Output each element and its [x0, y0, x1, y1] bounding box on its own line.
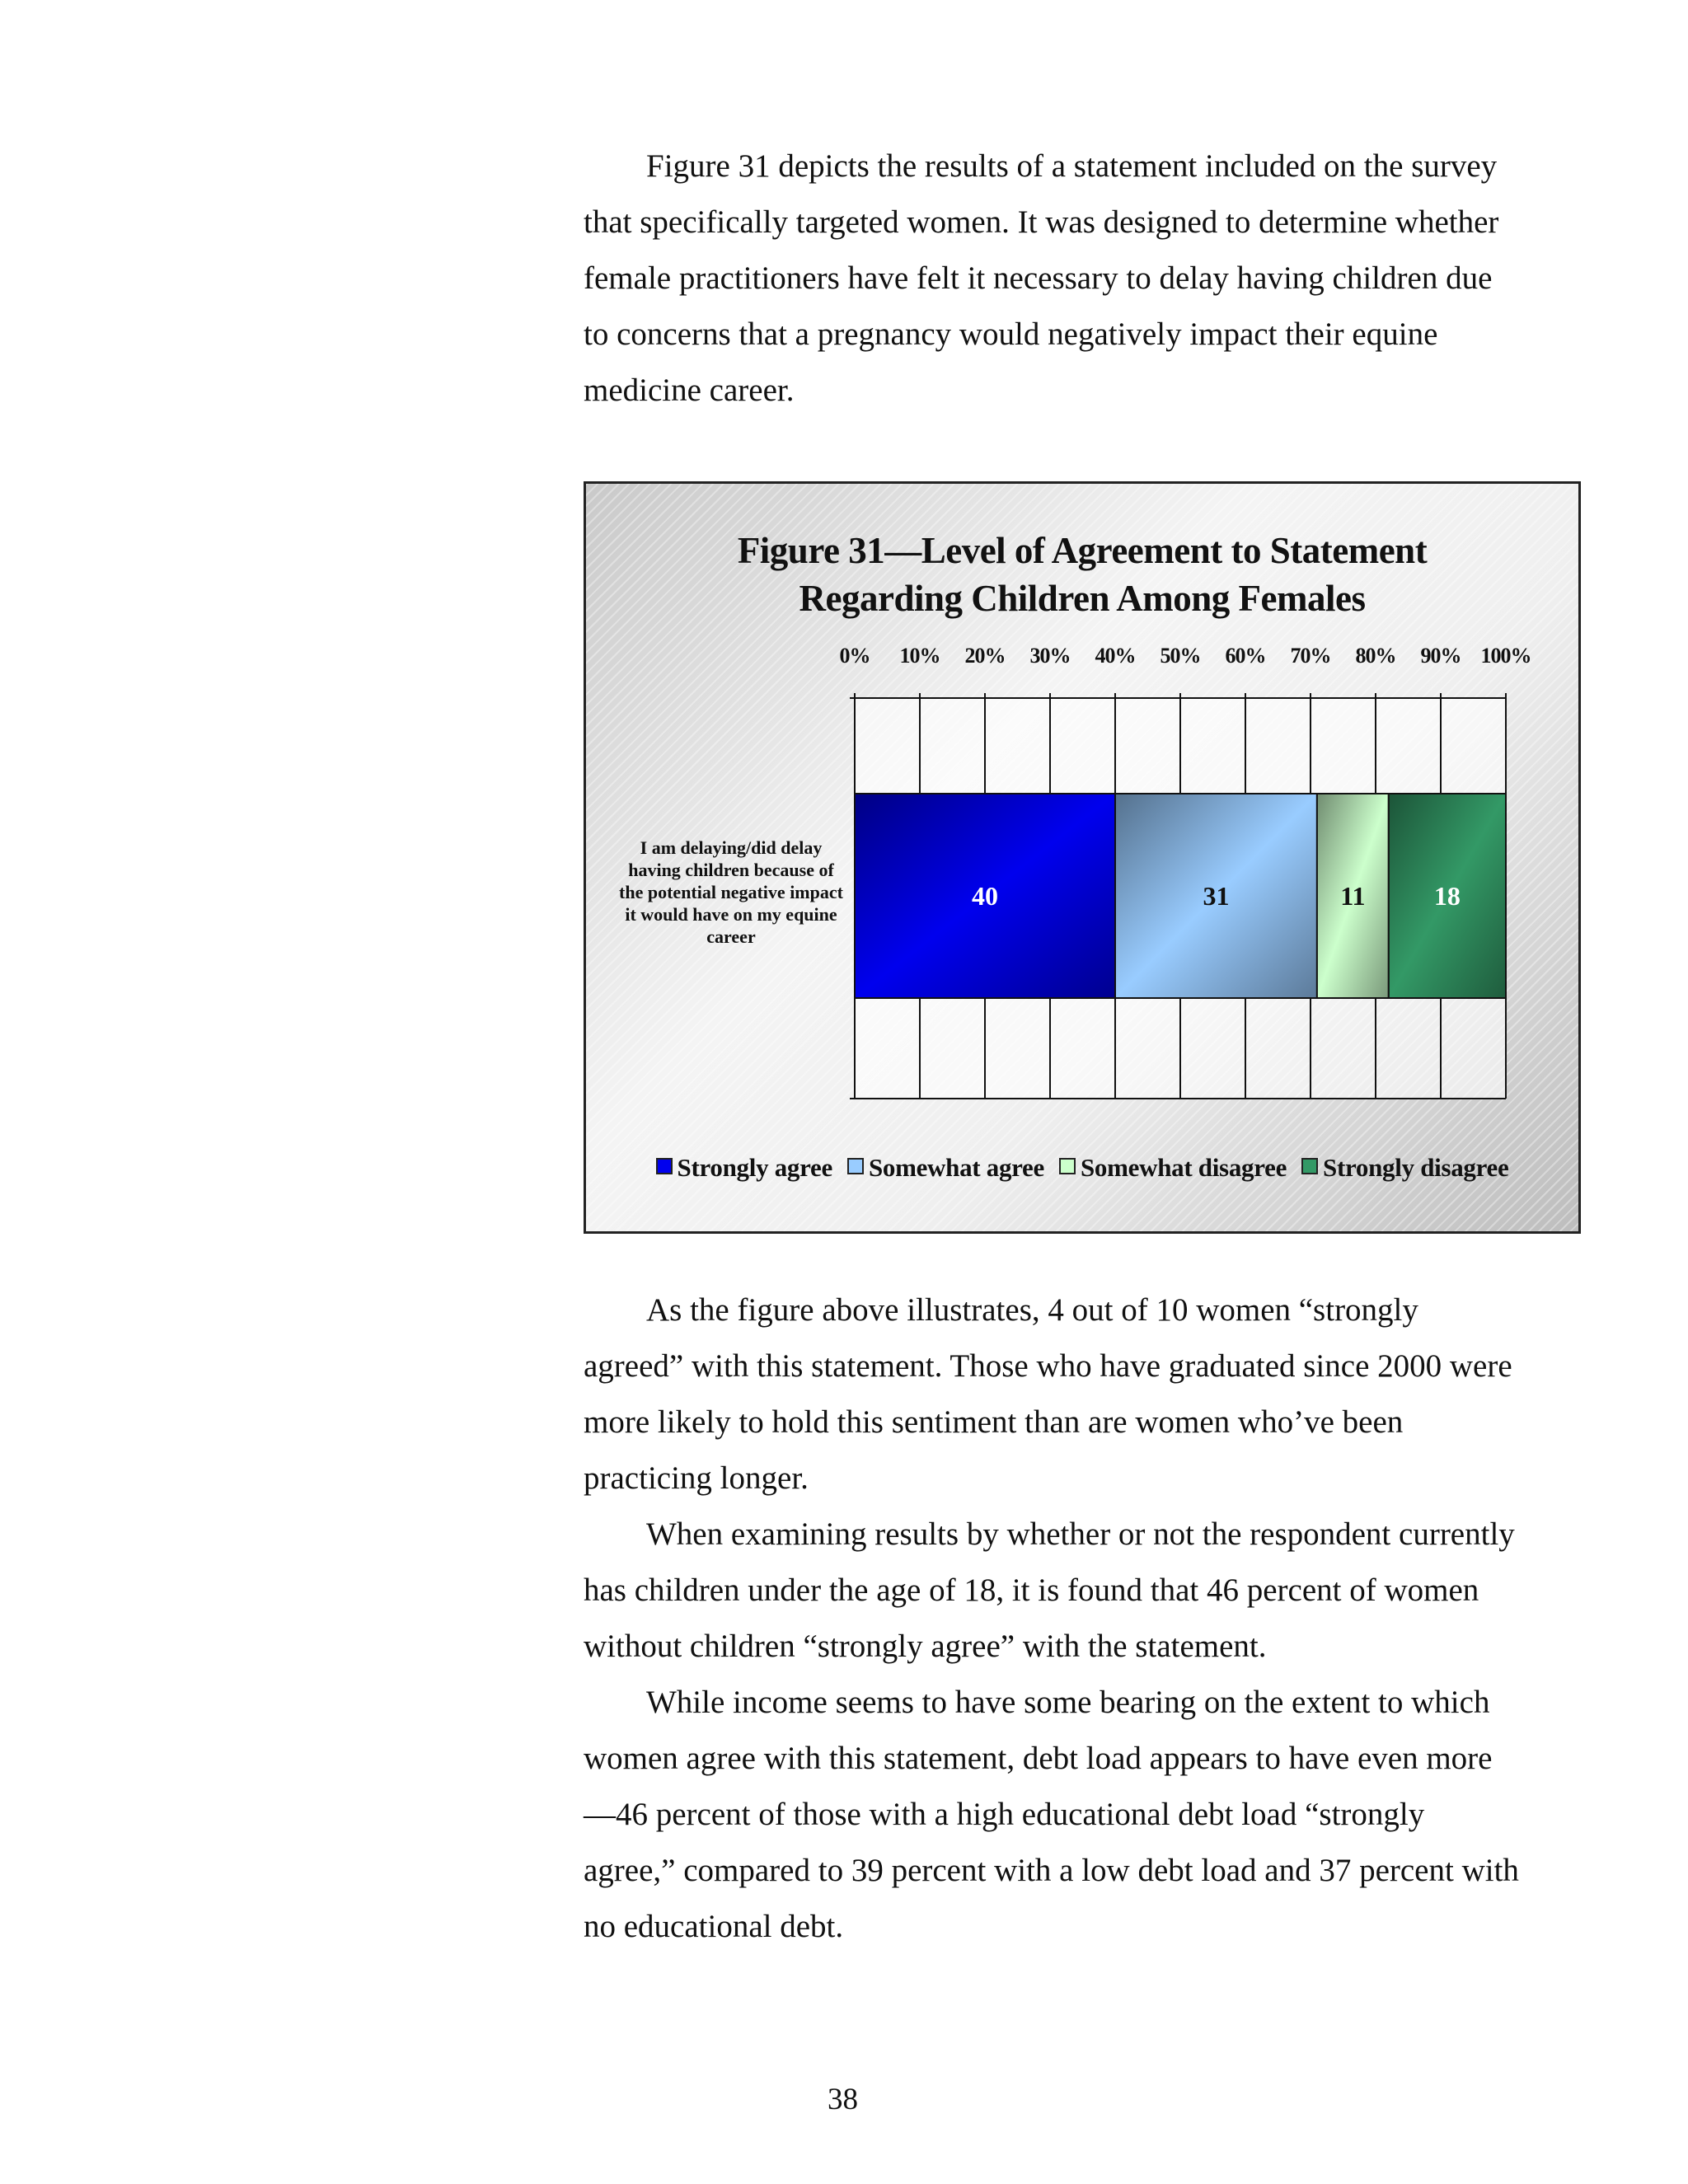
chart-title-line-1: Figure 31—Level of Agreement to Statement [737, 530, 1428, 571]
legend-swatch [847, 1158, 864, 1174]
x-tick-label: 70% [1290, 644, 1331, 668]
x-tick-label: 20% [964, 644, 1006, 668]
figure-31-chart [584, 481, 1581, 1234]
chart-title-line-2: Regarding Children Among Females [799, 578, 1366, 619]
x-tick-label: 100% [1480, 644, 1531, 668]
body-paragraph-1: As the figure above illustrates, 4 out of 10 women “strongly agreed” with this statement. Those who have graduated since 2000 were more likely to hold this sentiment than are women who’ve been practicing longer. [584, 1292, 1512, 1496]
x-tick-label: 60% [1225, 644, 1266, 668]
data-label: 31 [1203, 881, 1230, 911]
x-tick-label: 40% [1095, 644, 1136, 668]
intro-paragraph: Figure 31 depicts the results of a statement included on the survey that specifically targeted women. It was designed to determine whether female practitioners have felt it necessary to delay having children due to concerns that a pregnancy would negatively impact their equine medicine career. [584, 148, 1499, 408]
body-paragraph-3: While income seems to have some bearing on the extent to which women agree with this statement, debt load appears to have even more—46 percent of those with a high educational debt load “strongly agree,” compared to 39 percent with a low debt load and 37 percent with no educational debt. [584, 1685, 1519, 1944]
legend-swatch [1301, 1158, 1318, 1174]
plot-area [586, 484, 1578, 1231]
legend-item [1301, 1153, 1508, 1183]
legend-item [656, 1153, 832, 1183]
legend-label: Strongly disagree [1323, 1153, 1509, 1182]
x-tick-label: 30% [1029, 644, 1071, 668]
data-label: 18 [1433, 881, 1461, 911]
page-number: 38 [828, 2083, 858, 2116]
data-label: 40 [972, 881, 998, 911]
category-label: I am delaying/did delay having children because of the potential negative impact it would have on my equine career [619, 837, 843, 947]
legend-label: Strongly agree [677, 1153, 832, 1182]
legend-swatch [1059, 1158, 1076, 1174]
body-paragraph-2: When examining results by whether or not the respondent currently has children under the age of 18, it is found that 46 percent of women without children “strongly agree” with the statement. [584, 1516, 1515, 1664]
x-tick-label: 0% [839, 644, 870, 668]
legend-label: Somewhat disagree [1080, 1153, 1287, 1182]
x-tick-label: 10% [899, 644, 940, 668]
legend-item [1059, 1153, 1287, 1183]
chart-legend [586, 1153, 1578, 1183]
legend-label: Somewhat agree [868, 1153, 1044, 1182]
data-label: 11 [1340, 881, 1366, 911]
x-tick-label: 90% [1420, 644, 1461, 668]
x-tick-label: 80% [1355, 644, 1396, 668]
legend-swatch [656, 1158, 673, 1174]
x-tick-label: 50% [1160, 644, 1201, 668]
legend-item [847, 1153, 1044, 1183]
